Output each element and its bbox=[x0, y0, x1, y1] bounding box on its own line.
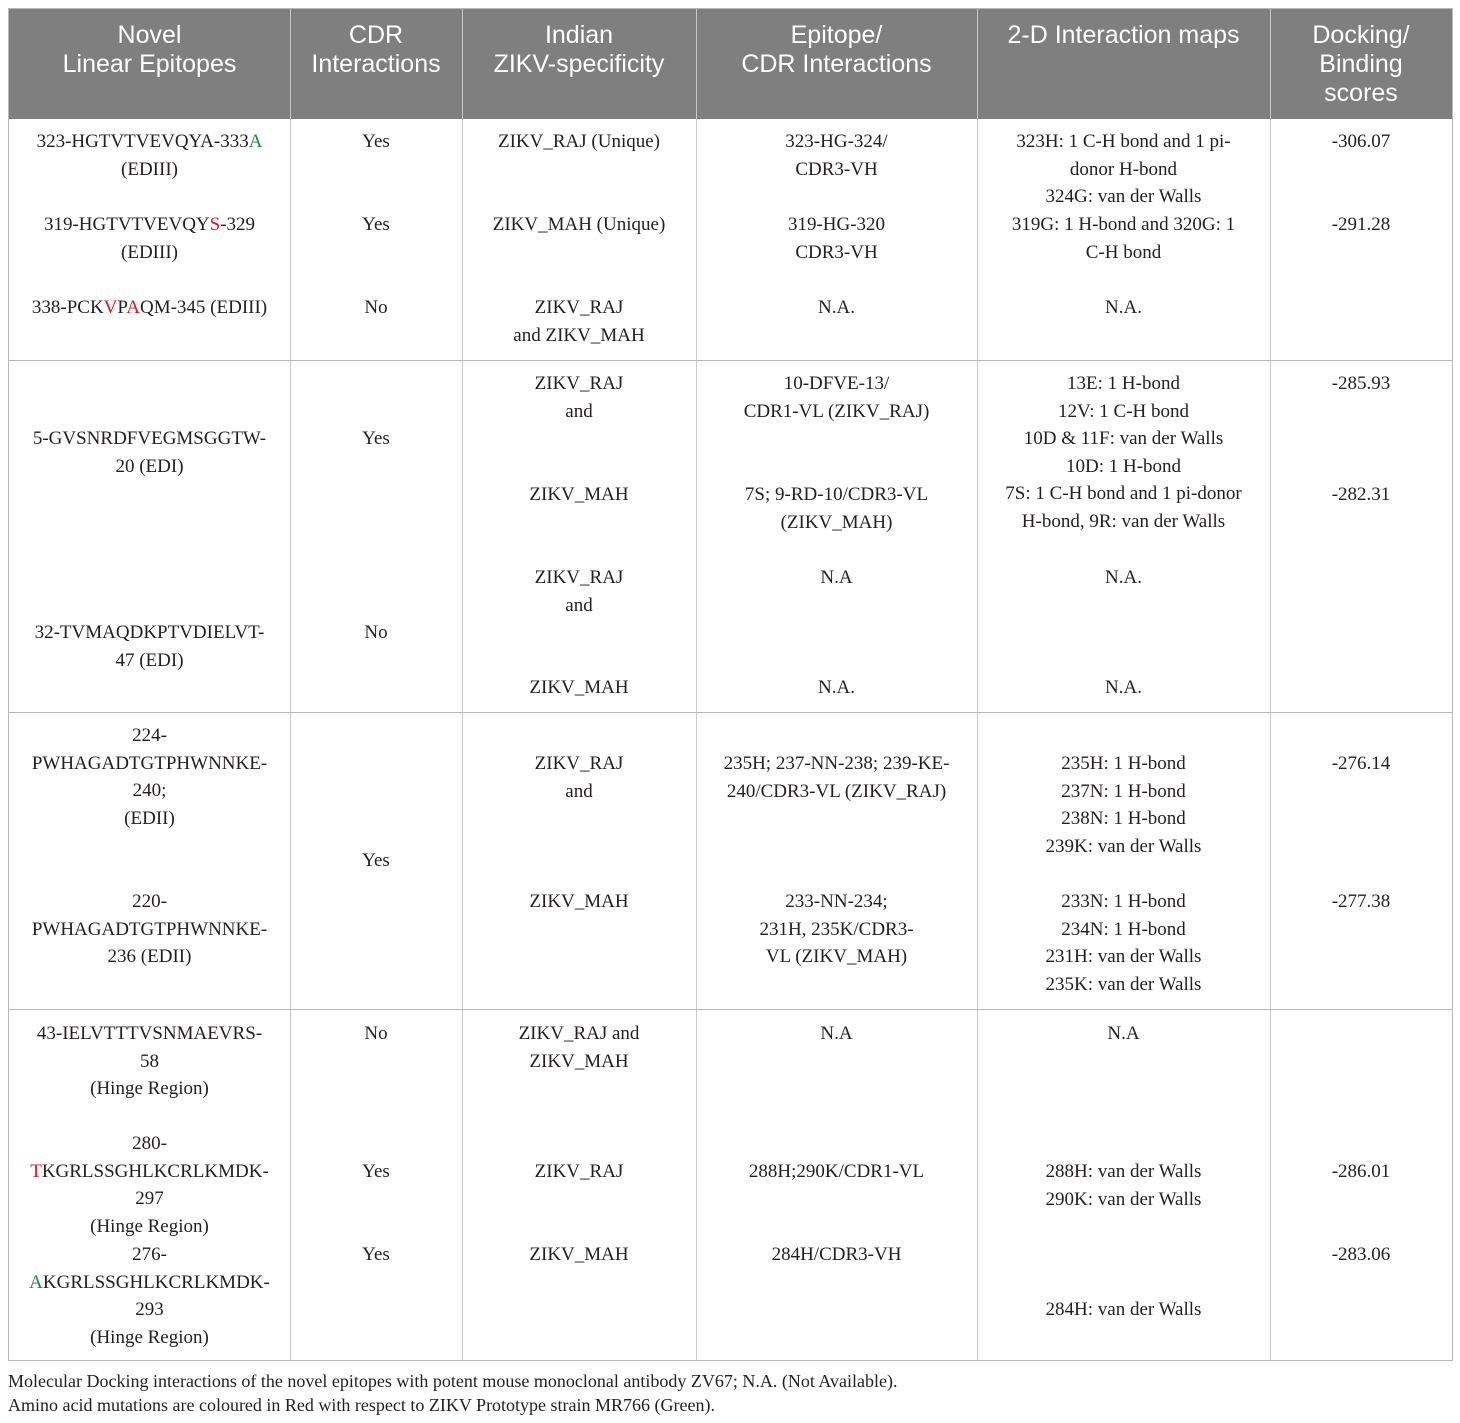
header-linear-epitopes: Novel Linear Epitopes bbox=[62, 21, 237, 78]
table-footnote: Amino acid mutations are coloured in Red with respect to ZIKV Prototype strain MR766 (Green). bbox=[8, 1395, 716, 1415]
header-epitope-cdr-interactions: Epitope/ CDR Interactions bbox=[741, 21, 932, 78]
epitope-cdr-cell: N.A. bbox=[818, 297, 855, 318]
epitope-cell: 319-HGTVTVEVQYS-329 (EDIII) bbox=[43, 214, 256, 263]
score-cell: -282.31 bbox=[1331, 484, 1391, 505]
score-cell: -283.06 bbox=[1331, 1244, 1391, 1265]
epitope-cdr-cell: 233-NN-234; 231H, 235K/CDR3- VL (ZIKV_MAH) bbox=[759, 891, 914, 968]
specificity-cell: ZIKV_RAJ and bbox=[534, 373, 624, 422]
interaction-map-cell: 288H: van der Walls 290K: van der Walls bbox=[1045, 1161, 1202, 1210]
epitope-docking-table bbox=[8, 8, 1453, 1361]
cdr-cell: No bbox=[364, 297, 388, 318]
specificity-cell: ZIKV_MAH bbox=[529, 891, 629, 912]
epitope-cdr-cell: N.A bbox=[820, 1023, 853, 1044]
epitope-cdr-cell: 288H;290K/CDR1-VL bbox=[748, 1161, 925, 1182]
interaction-map-cell: 13E: 1 H-bond 12V: 1 C-H bond 10D & 11F: van der Walls 10D: 1 H-bond 7S: 1 C-H bond and 1 pi-donor H-bond, 9R: van der Walls bbox=[1005, 373, 1242, 532]
group-divider bbox=[9, 712, 1452, 713]
cdr-cell: No bbox=[364, 1023, 388, 1044]
score-cell: -285.93 bbox=[1331, 373, 1391, 394]
specificity-cell: ZIKV_MAH bbox=[529, 484, 629, 505]
interaction-map-cell: 235H: 1 H-bond 237N: 1 H-bond 238N: 1 H-bond 239K: van der Walls bbox=[1045, 753, 1202, 857]
interaction-map-cell: N.A. bbox=[1105, 297, 1142, 318]
cdr-cell: Yes bbox=[362, 131, 390, 152]
cdr-cell: Yes bbox=[362, 428, 390, 449]
cdr-cell: Yes bbox=[362, 1161, 390, 1182]
specificity-cell: ZIKV_RAJ and ZIKV_MAH bbox=[513, 297, 645, 346]
epitope-cdr-cell: 7S; 9-RD-10/CDR3-VL (ZIKV_MAH) bbox=[744, 484, 929, 533]
header-zikv-specificity: Indian ZIKV-specificity bbox=[493, 21, 665, 78]
score-cell: -291.28 bbox=[1331, 214, 1391, 235]
score-cell: -277.38 bbox=[1331, 891, 1391, 912]
header-cdr-interactions: CDR Interactions bbox=[311, 21, 441, 78]
interaction-map-cell: N.A. bbox=[1105, 677, 1142, 698]
epitope-cell: 43-IELVTTTVSNMAEVRS- 58 (Hinge Region) bbox=[36, 1023, 263, 1100]
cdr-cell: Yes bbox=[362, 1244, 390, 1265]
specificity-cell: ZIKV_RAJ bbox=[534, 1161, 624, 1182]
specificity-cell: ZIKV_MAH (Unique) bbox=[492, 214, 666, 235]
header-interaction-maps: 2-D Interaction maps bbox=[1007, 21, 1240, 49]
group-divider bbox=[9, 360, 1452, 361]
specificity-cell: ZIKV_RAJ (Unique) bbox=[497, 131, 660, 152]
specificity-cell: ZIKV_MAH bbox=[529, 1244, 629, 1265]
epitope-cdr-cell: 284H/CDR3-VH bbox=[771, 1244, 902, 1265]
interaction-map-cell: 233N: 1 H-bond 234N: 1 H-bond 231H: van der Walls 235K: van der Walls bbox=[1045, 891, 1202, 995]
header-docking-scores: Docking/ Binding scores bbox=[1312, 21, 1410, 107]
epitope-cell: 276- AKGRLSSGHLKCRLKMDK- 293 (Hinge Region) bbox=[29, 1244, 270, 1348]
epitope-cdr-cell: 235H; 237-NN-238; 239-KE- 240/CDR3-VL (ZIKV_RAJ) bbox=[723, 753, 950, 802]
epitope-cell: 338-PCKVPAQM-345 (EDIII) bbox=[31, 297, 268, 318]
epitope-cell: 323-HGTVTVEVQYA-333A (EDIII) bbox=[36, 131, 263, 180]
epitope-cdr-cell: 323-HG-324/ CDR3-VH bbox=[785, 131, 888, 180]
epitope-cell: 220- PWHAGADTGTPHWNNKE- 236 (EDII) bbox=[31, 891, 268, 968]
epitope-cdr-cell: N.A bbox=[820, 567, 853, 588]
specificity-cell: ZIKV_RAJ and ZIKV_MAH bbox=[518, 1023, 640, 1072]
specificity-cell: ZIKV_MAH bbox=[529, 677, 629, 698]
interaction-map-cell: 284H: van der Walls bbox=[1045, 1299, 1202, 1320]
epitope-cdr-cell: 10-DFVE-13/ CDR1-VL (ZIKV_RAJ) bbox=[743, 373, 930, 422]
interaction-map-cell: N.A bbox=[1107, 1023, 1140, 1044]
table-header bbox=[9, 9, 1452, 119]
specificity-cell: ZIKV_RAJ and bbox=[534, 567, 624, 616]
epitope-cell: 32-TVMAQDKPTVDIELVT- 47 (EDI) bbox=[34, 622, 265, 671]
score-cell: -306.07 bbox=[1331, 131, 1391, 152]
cdr-cell: No bbox=[364, 622, 388, 643]
interaction-map-cell: 319G: 1 H-bond and 320G: 1 C-H bond bbox=[1011, 214, 1236, 263]
cdr-cell: Yes bbox=[362, 850, 390, 871]
epitope-cdr-cell: 319-HG-320 CDR3-VH bbox=[787, 214, 886, 263]
interaction-map-cell: N.A. bbox=[1105, 567, 1142, 588]
epitope-cell: 5-GVSNRDFVEGMSGGTW- 20 (EDI) bbox=[32, 428, 267, 477]
table-footnote: Molecular Docking interactions of the novel epitopes with potent mouse monoclonal antibody ZV67; N.A. (Not Available). bbox=[8, 1371, 898, 1391]
score-cell: -276.14 bbox=[1331, 753, 1391, 774]
epitope-cell: 280- TKGRLSSGHLKCRLKMDK- 297 (Hinge Region) bbox=[30, 1133, 269, 1237]
cdr-cell: Yes bbox=[362, 214, 390, 235]
epitope-cdr-cell: N.A. bbox=[818, 677, 855, 698]
score-cell: -286.01 bbox=[1331, 1161, 1391, 1182]
group-divider bbox=[9, 1009, 1452, 1010]
specificity-cell: ZIKV_RAJ and bbox=[534, 753, 624, 802]
interaction-map-cell: 323H: 1 C-H bond and 1 pi- donor H-bond 324G: van der Walls bbox=[1016, 131, 1231, 208]
epitope-cell: 224- PWHAGADTGTPHWNNKE- 240; (EDII) bbox=[31, 725, 268, 829]
